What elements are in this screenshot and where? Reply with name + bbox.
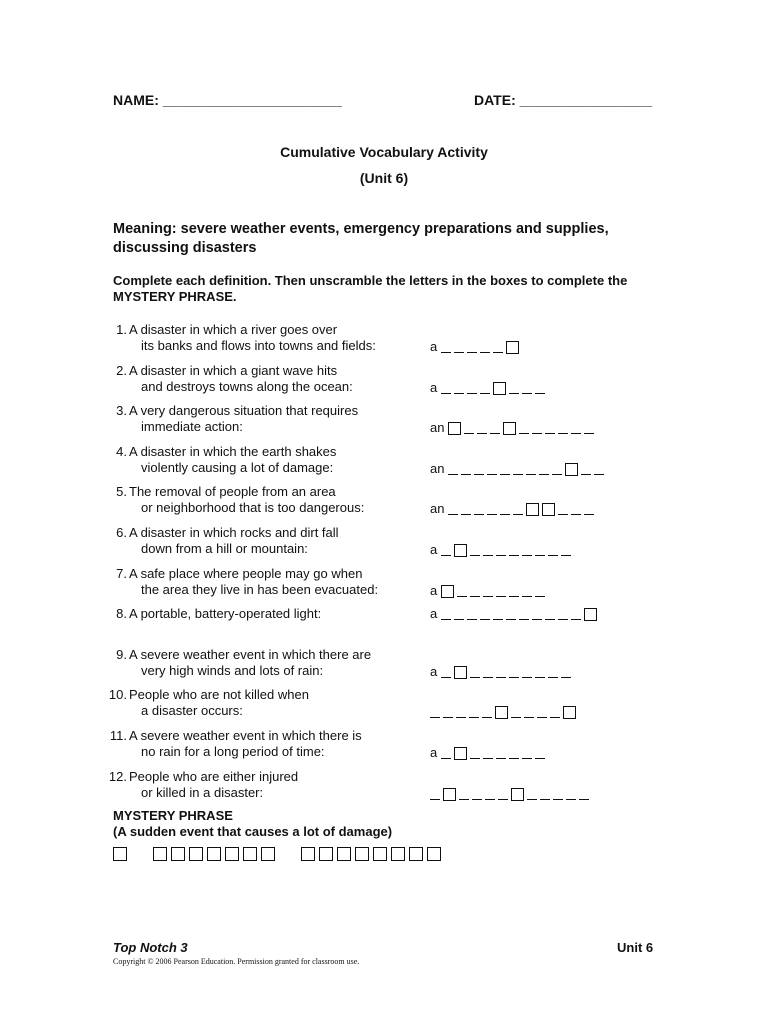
letter-blank[interactable] [472,798,482,800]
definition-item [100,403,400,435]
letter-blank[interactable] [467,618,477,620]
mystery-phrase-boxes [113,847,467,863]
letter-blank[interactable] [498,798,508,800]
letter-blank[interactable] [480,392,490,394]
letter-box[interactable] [448,422,461,435]
item-number: 10. [108,687,127,702]
letter-blank[interactable] [443,716,453,718]
letter-blank[interactable] [509,392,519,394]
letter-blank[interactable] [522,554,532,556]
mystery-letter-box[interactable] [153,847,167,861]
definition-line-2: down from a hill or mountain: [141,541,308,556]
copyright-notice: Copyright © 2006 Pearson Education. Permission granted for classroom use. [113,957,360,966]
letter-blank[interactable] [509,676,519,678]
letter-blank[interactable] [535,554,545,556]
letter-blank[interactable] [464,432,474,434]
answer-line[interactable] [430,339,522,355]
letter-blank[interactable] [558,432,568,434]
letter-blank[interactable] [461,473,471,475]
item-number: 7. [116,566,127,581]
letter-blank[interactable] [430,716,440,718]
letter-blank[interactable] [579,798,589,800]
letter-blank[interactable] [558,513,568,515]
letter-blank[interactable] [474,513,484,515]
letter-blank[interactable] [566,798,576,800]
letter-blank[interactable] [441,554,451,556]
letter-blank[interactable] [571,618,581,620]
letter-box[interactable] [584,608,597,621]
letter-blank[interactable] [493,618,503,620]
letter-blank[interactable] [483,757,493,759]
letter-blank[interactable] [483,595,493,597]
letter-blank[interactable] [441,676,451,678]
letter-blank[interactable] [467,351,477,353]
mystery-letter-box[interactable] [189,847,203,861]
definition-line-2: and destroys towns along the ocean: [141,379,353,394]
letter-blank[interactable] [454,618,464,620]
letter-blank[interactable] [552,473,562,475]
letter-blank[interactable] [454,351,464,353]
letter-blank[interactable] [469,716,479,718]
date-field: DATE: _________________ [474,92,652,108]
article-label: a [430,339,438,354]
letter-blank[interactable] [522,676,532,678]
mystery-letter-box[interactable] [319,847,333,861]
letter-blank[interactable] [545,618,555,620]
article-label: a [430,583,438,598]
letter-box[interactable] [495,706,508,719]
letter-box[interactable] [563,706,576,719]
article-label: a [430,664,438,679]
letter-blank[interactable] [487,513,497,515]
definition-line-1: A severe weather event in which there are [129,647,372,662]
letter-blank[interactable] [496,554,506,556]
answer-line[interactable] [430,606,600,622]
answer-line[interactable] [430,542,574,558]
letter-box[interactable] [441,585,454,598]
letter-blank[interactable] [509,757,519,759]
letter-blank[interactable] [519,618,529,620]
instructions-text: Complete each definition. Then unscramble the letters in the boxes to complete the MYSTERY PHRASE. [113,273,628,304]
letter-blank[interactable] [470,676,480,678]
mystery-letter-box[interactable] [337,847,351,861]
letter-blank[interactable] [537,716,547,718]
definition-item [100,769,400,801]
definition-item [100,728,400,760]
article-label: a [430,542,438,557]
mystery-word [301,847,445,866]
item-number: 4. [116,444,127,459]
answer-line[interactable] [430,704,579,720]
mystery-letter-box[interactable] [243,847,257,861]
definition-item [100,322,400,354]
article-label: an [430,461,445,476]
item-number: 6. [116,525,127,540]
letter-blank[interactable] [545,432,555,434]
letter-box[interactable] [506,341,519,354]
definition-item [100,525,400,557]
mystery-letter-box[interactable] [355,847,369,861]
letter-blank[interactable] [461,513,471,515]
letter-blank[interactable] [548,676,558,678]
mystery-letter-box[interactable] [261,847,275,861]
letter-blank[interactable] [470,554,480,556]
letter-blank[interactable] [490,432,500,434]
mystery-letter-box[interactable] [207,847,221,861]
definition-line-2: no rain for a long period of time: [141,744,325,759]
letter-blank[interactable] [527,798,537,800]
definition-line-2: the area they live in has been evacuated: [141,582,379,597]
answer-line[interactable] [430,420,597,436]
name-field: NAME: _______________________ [113,92,342,108]
mystery-phrase-hint: (A sudden event that causes a lot of damage) [113,824,393,839]
definition-item [100,444,400,476]
letter-blank[interactable] [441,392,451,394]
item-number: 3. [116,403,127,418]
definition-line-2: immediate action: [141,419,243,434]
letter-blank[interactable] [496,757,506,759]
item-number: 9. [116,647,127,662]
letter-blank[interactable] [441,757,451,759]
mystery-letter-box[interactable] [409,847,423,861]
letter-blank[interactable] [470,757,480,759]
definition-item [100,484,400,516]
letter-box[interactable] [443,788,456,801]
letter-box[interactable] [454,666,467,679]
definition-line-1: A safe place where people may go when [129,566,363,581]
item-number: 1. [116,322,127,337]
letter-blank[interactable] [561,554,571,556]
mystery-letter-box[interactable] [113,847,127,861]
letter-box[interactable] [454,747,467,760]
letter-blank[interactable] [448,473,458,475]
unit-label: Unit 6 [617,940,654,955]
letter-blank[interactable] [496,595,506,597]
definition-line-2: or killed in a disaster: [141,785,264,800]
article-label: an [430,420,445,435]
item-number: 5. [116,484,127,499]
mystery-letter-box[interactable] [171,847,185,861]
item-number: 2. [116,363,127,378]
letter-blank[interactable] [496,676,506,678]
letter-blank[interactable] [500,513,510,515]
letter-blank[interactable] [532,618,542,620]
item-number: 8. [116,606,127,621]
definition-item [100,363,400,395]
letter-blank[interactable] [477,432,487,434]
letter-blank[interactable] [474,473,484,475]
article-label: a [430,380,438,395]
article-label: a [430,606,438,621]
letter-blank[interactable] [467,392,477,394]
definition-line-2: its banks and flows into towns and fields: [141,338,376,353]
letter-blank[interactable] [532,432,542,434]
letter-blank[interactable] [506,618,516,620]
definition-line-2: violently causing a lot of damage: [141,460,334,475]
letter-blank[interactable] [584,432,594,434]
definition-line-1: A severe weather event in which there is [129,728,362,743]
answer-line[interactable] [430,583,548,599]
mystery-letter-box[interactable] [391,847,405,861]
meaning-text: Meaning: severe weather events, emergency preparations and supplies, discussing disasters [113,221,609,256]
letter-blank[interactable] [483,676,493,678]
letter-blank[interactable] [487,473,497,475]
definition-line-1: A very dangerous situation that requires [129,403,359,418]
answer-line[interactable] [430,501,597,517]
letter-blank[interactable] [456,716,466,718]
definition-line-1: The removal of people from an area [129,484,336,499]
letter-blank[interactable] [441,351,451,353]
letter-blank[interactable] [535,676,545,678]
letter-blank[interactable] [571,513,581,515]
page-subtitle: (Unit 6) [359,170,409,186]
definition-line-1: People who are not killed when [129,687,309,702]
article-label: a [430,745,438,760]
letter-blank[interactable] [561,676,571,678]
answer-line[interactable] [430,380,548,396]
letter-blank[interactable] [509,554,519,556]
page-title: Cumulative Vocabulary Activity [280,144,488,160]
letter-blank[interactable] [522,595,532,597]
mystery-word [113,847,131,866]
letter-blank[interactable] [493,351,503,353]
definition-line-2: very high winds and lots of rain: [141,663,324,678]
definition-line-1: A disaster in which a river goes over [129,322,338,337]
letter-blank[interactable] [535,757,545,759]
letter-box[interactable] [493,382,506,395]
letter-box[interactable] [565,463,578,476]
letter-blank[interactable] [470,595,480,597]
article-label: an [430,501,445,516]
letter-blank[interactable] [511,716,521,718]
letter-blank[interactable] [535,595,545,597]
letter-blank[interactable] [584,513,594,515]
mystery-word [153,847,279,866]
book-title: Top Notch 3 [113,940,188,955]
letter-blank[interactable] [526,473,536,475]
letter-blank[interactable] [441,618,451,620]
letter-blank[interactable] [594,473,604,475]
letter-blank[interactable] [448,513,458,515]
mystery-letter-box[interactable] [427,847,441,861]
letter-blank[interactable] [480,618,490,620]
definition-item [100,687,400,719]
definition-line-1: People who are either injured [129,769,299,784]
letter-blank[interactable] [483,554,493,556]
definition-line-2: a disaster occurs: [141,703,243,718]
letter-blank[interactable] [553,798,563,800]
item-number: 11. [109,728,127,743]
letter-blank[interactable] [522,757,532,759]
letter-blank[interactable] [519,432,529,434]
letter-blank[interactable] [485,798,495,800]
letter-blank[interactable] [539,473,549,475]
item-number: 12. [108,769,127,784]
letter-blank[interactable] [540,798,550,800]
definition-line-1: A portable, battery-operated light: [129,606,322,621]
definition-line-1: A disaster in which the earth shakes [129,444,337,459]
letter-blank[interactable] [581,473,591,475]
letter-blank[interactable] [459,798,469,800]
mystery-letter-box[interactable] [301,847,315,861]
letter-box[interactable] [542,503,555,516]
answer-line[interactable] [430,664,574,680]
letter-blank[interactable] [535,392,545,394]
mystery-letter-box[interactable] [225,847,239,861]
letter-box[interactable] [511,788,524,801]
letter-blank[interactable] [454,392,464,394]
answer-line[interactable] [430,786,592,802]
letter-blank[interactable] [430,798,440,800]
letter-box[interactable] [454,544,467,557]
letter-blank[interactable] [548,554,558,556]
answer-line[interactable] [430,745,548,761]
letter-blank[interactable] [482,716,492,718]
definition-item [100,606,400,622]
definition-item [100,566,400,598]
letter-blank[interactable] [524,716,534,718]
letter-blank[interactable] [500,473,510,475]
letter-blank[interactable] [550,716,560,718]
letter-box[interactable] [526,503,539,516]
letter-blank[interactable] [513,513,523,515]
letter-blank[interactable] [480,351,490,353]
definition-item [100,647,400,679]
definition-line-2: or neighborhood that is too dangerous: [141,500,365,515]
definition-line-1: A disaster in which a giant wave hits [129,363,338,378]
letter-blank[interactable] [558,618,568,620]
letter-blank[interactable] [513,473,523,475]
mystery-letter-box[interactable] [373,847,387,861]
letter-blank[interactable] [457,595,467,597]
answer-line[interactable] [430,461,607,477]
definition-line-1: A disaster in which rocks and dirt fall [129,525,339,540]
letter-blank[interactable] [571,432,581,434]
letter-blank[interactable] [522,392,532,394]
letter-box[interactable] [503,422,516,435]
mystery-phrase-title: MYSTERY PHRASE [113,808,233,823]
letter-blank[interactable] [509,595,519,597]
